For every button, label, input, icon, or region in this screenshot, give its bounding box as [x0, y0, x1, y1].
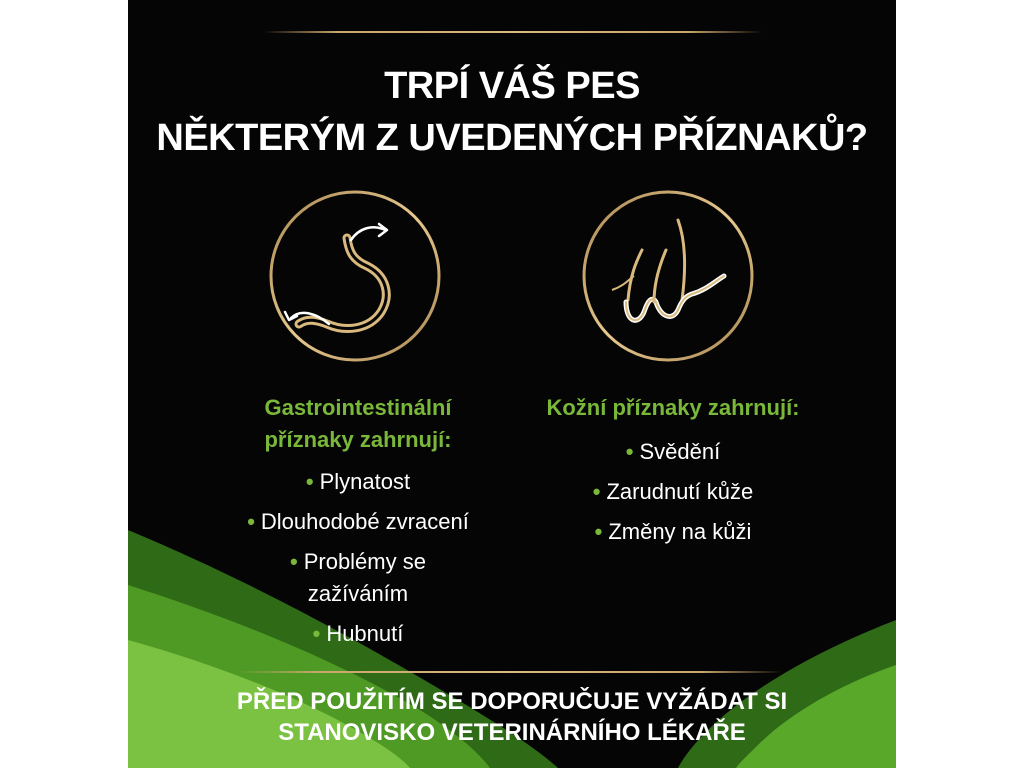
list-item: • Hubnutí [312, 621, 404, 646]
gastro-list [198, 466, 518, 650]
title-line-2: NĚKTERÝM Z UVEDENÝCH PŘÍZNAKŮ? [156, 117, 868, 159]
page-title [128, 60, 896, 164]
gastro-heading-line-2: příznaky zahrnují: [264, 427, 452, 452]
footer-line-2: STANOVISKO VETERINÁRNÍHO LÉKAŘE [278, 719, 746, 746]
hair-follicle-icon [582, 190, 754, 362]
skin-list [508, 436, 838, 548]
list-item: • Plynatost [305, 469, 411, 494]
infographic-panel [128, 0, 896, 768]
title-line-1: TRPÍ VÁŠ PES [384, 65, 640, 107]
stomach-icon [269, 190, 441, 362]
bottom-divider [238, 671, 783, 673]
vet-advice-footer [128, 686, 896, 748]
footer-line-1: PŘED POUŽITÍM SE DOPORUČUJE VYŽÁDAT SI [236, 688, 788, 715]
list-item: • Dlouhodobé zvracení [247, 509, 469, 534]
list-item: • Zarudnutí kůže [592, 479, 754, 504]
list-item: • Svědění [625, 439, 721, 464]
top-divider [263, 31, 763, 33]
list-item: • Problémy se zažíváním [290, 549, 426, 606]
gastro-heading-line-1: Gastrointestinální [264, 395, 452, 420]
skin-heading: Kožní příznaky zahrnují: [546, 395, 800, 420]
gastro-heading [198, 392, 518, 456]
skin-symptoms [508, 392, 838, 556]
list-item: • Změny na kůži [594, 519, 752, 544]
gastro-symptoms [198, 392, 518, 658]
